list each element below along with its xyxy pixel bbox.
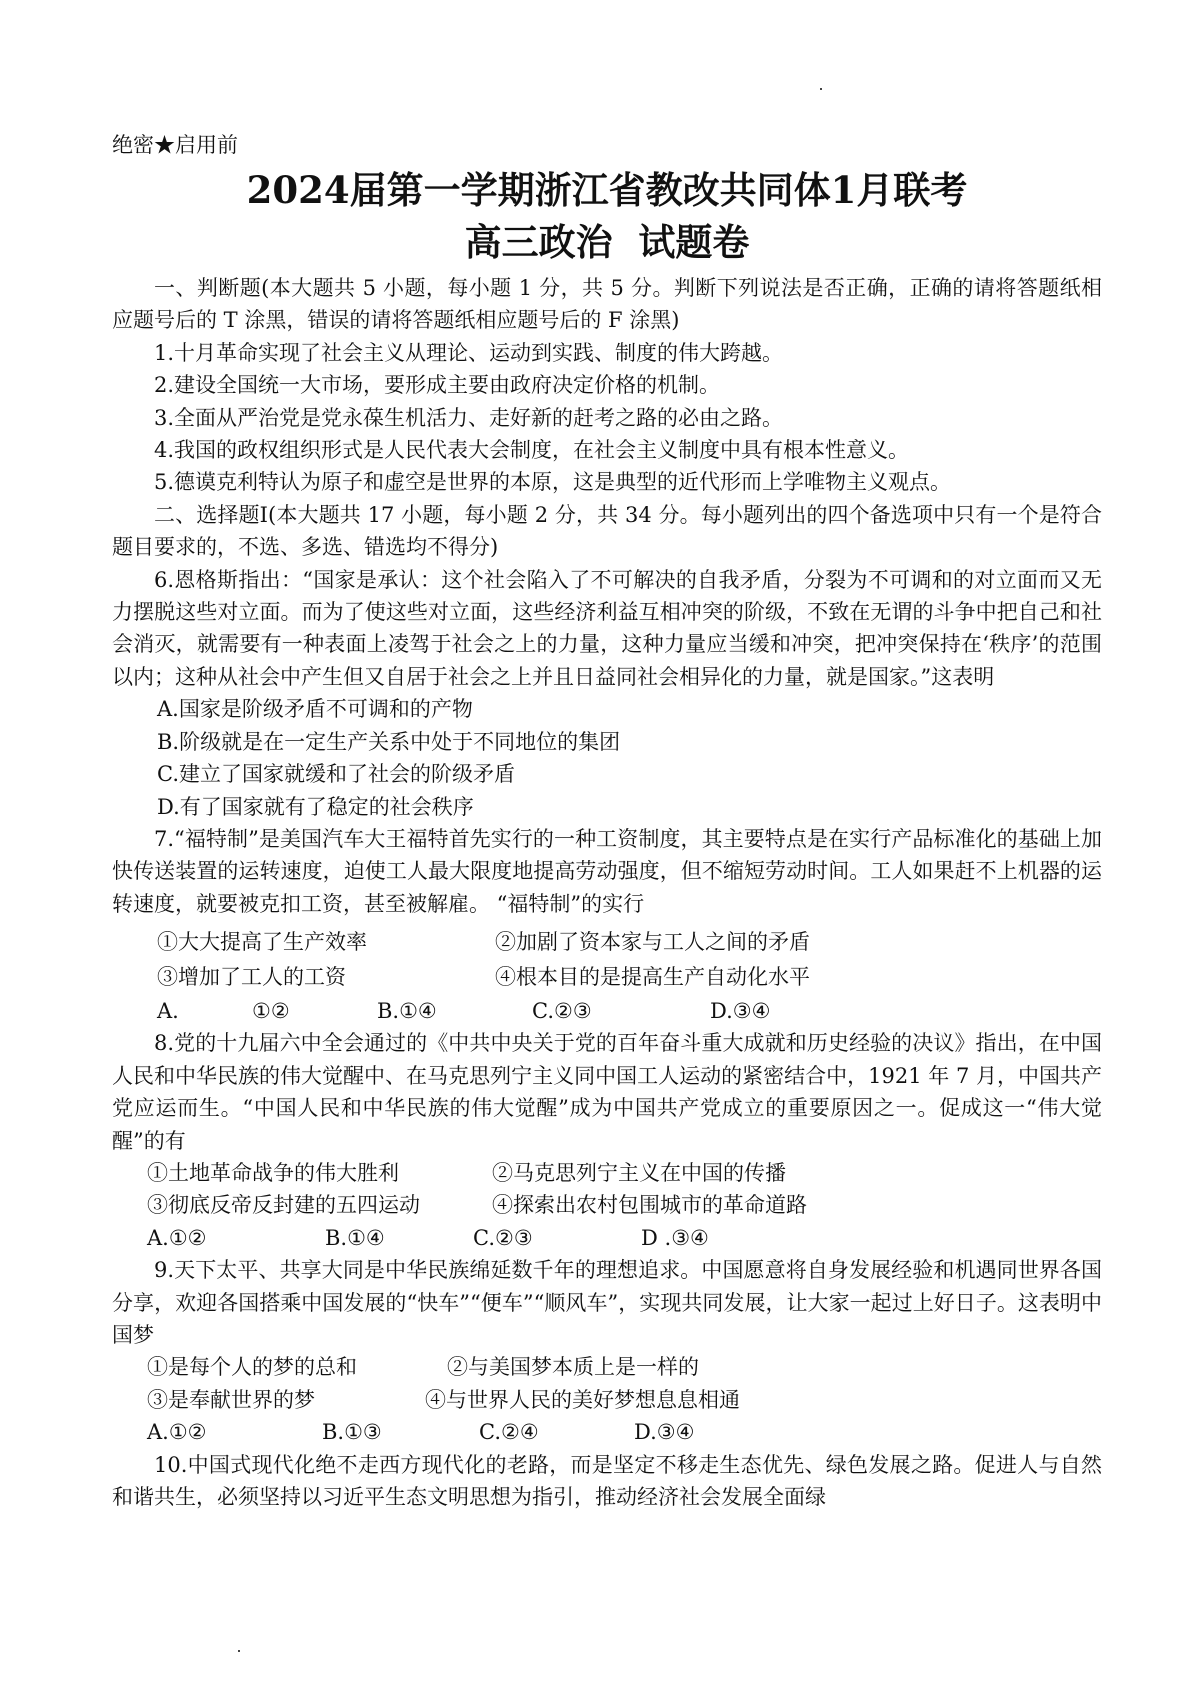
q6-option-d: D.有了国家就有了稳定的社会秩序 bbox=[157, 794, 474, 819]
q9-statements-row1 bbox=[112, 1351, 1102, 1383]
q6-option-c: C.建立了国家就缓和了社会的阶级矛盾 bbox=[157, 762, 515, 787]
q9-statement-1: ①是每个人的梦的总和 bbox=[147, 1355, 357, 1380]
judgement-item: 3.全面从严治党是党永葆生机活力、走好新的赶考之路的必由之路。 bbox=[154, 405, 784, 430]
section2-heading: 二、选择题Ⅰ(本大题共 17 小题，每小题 2 分，共 34 分。每小题列出的四个备选项中只有一个是符合题目要求的，不选、多选、错选均不得分) bbox=[112, 502, 1102, 560]
q9-choice-b: B.①③ bbox=[322, 1420, 382, 1445]
question-7-stem: 7.“福特制”是美国汽车大王福特首先实行的一种工资制度，其主要特点是在实行产品标准化的基础上加快传送装置的运转速度，迫使工人最大限度地提高劳动强度，但不缩短劳动时间。工人如果赶不上机器的运转速度，就要被克扣工资，甚至被解雇。 “福特制”的实行 bbox=[112, 826, 1102, 916]
exam-subtitle: 高三政治 试题卷 bbox=[464, 220, 750, 264]
q8-choice-c: C.②③ bbox=[473, 1225, 533, 1250]
q8-statements-row1 bbox=[112, 1157, 1102, 1189]
q7-choice-d: D.③④ bbox=[710, 998, 771, 1023]
q9-choice-c: C.②④ bbox=[479, 1420, 539, 1445]
q8-choices bbox=[112, 1222, 1102, 1254]
q8-statements-row2 bbox=[112, 1189, 1102, 1221]
q7-choices bbox=[112, 995, 1102, 1027]
q9-choice-a: A.①② bbox=[147, 1420, 207, 1445]
question-6-stem: 6.恩格斯指出：“国家是承认：这个社会陷入了不可解决的自我矛盾，分裂为不可调和的对立面而又无力摆脱这些对立面。而为了使这些对立面，这些经济利益互相冲突的阶级，不致在无谓的斗争中把自己和社会消灭，就需要有一种表面上凌驾于社会之上的力量，这种力量应当缓和冲突，把冲突保持在‘秩序’的范围以内；这种从社会中产生但又自居于社会之上并且日益同社会相异化的力量，就是国家。”这表明 bbox=[112, 567, 1102, 689]
q8-choice-d: D .③④ bbox=[641, 1225, 709, 1250]
judgement-item: 4.我国的政权组织形式是人民代表大会制度，在社会主义制度中具有根本性意义。 bbox=[154, 438, 910, 463]
q6-option-a: A.国家是阶级矛盾不可调和的产物 bbox=[157, 697, 473, 722]
scan-speck bbox=[238, 1650, 240, 1652]
judgement-item: 2.建设全国统一大市场，要形成主要由政府决定价格的机制。 bbox=[154, 373, 721, 398]
q7-choice-a-label: A. bbox=[157, 998, 179, 1023]
q9-statement-4: ④与世界人民的美好梦想息息相通 bbox=[425, 1387, 740, 1412]
q7-statements-row1 bbox=[112, 926, 1102, 958]
question-10-stem: 10.中国式现代化绝不走西方现代化的老路，而是坚定不移走生态优先、绿色发展之路。促进人与自然和谐共生，必须坚持以习近平生态文明思想为指引，推动经济社会发展全面绿 bbox=[112, 1452, 1102, 1510]
q9-statement-2: ②与美国梦本质上是一样的 bbox=[447, 1355, 699, 1380]
exam-page bbox=[112, 128, 1102, 1513]
question-9-stem: 9.天下太平、共享大同是中华民族绵延数千年的理想追求。中国愿意将自身发展经验和机遇同世界各国分享，欢迎各国搭乘中国发展的“快车”“便车”“顺风车”，实现共同发展，让大家一起过上好日子。这表明中国梦 bbox=[112, 1258, 1102, 1347]
q7-choice-a-value: ①② bbox=[252, 998, 290, 1023]
q7-statement-4: ④根本目的是提高生产自动化水平 bbox=[495, 964, 810, 989]
q7-statements-row2 bbox=[112, 961, 1102, 993]
judgement-item: 5.德谟克利特认为原子和虚空是世界的本原，这是典型的近代形而上学唯物主义观点。 bbox=[154, 470, 952, 495]
q7-statement-1: ①大大提高了生产效率 bbox=[157, 930, 367, 955]
q7-statement-2: ②加剧了资本家与工人之间的矛盾 bbox=[495, 930, 810, 955]
q9-statements-row2 bbox=[112, 1384, 1102, 1416]
q7-choice-c: C.②③ bbox=[532, 998, 592, 1023]
q8-statement-2: ②马克思列宁主义在中国的传播 bbox=[492, 1160, 786, 1185]
q9-choice-d: D.③④ bbox=[634, 1420, 695, 1445]
q8-statement-1: ①土地革命战争的伟大胜利 bbox=[147, 1160, 399, 1185]
exam-title: 2024届第一学期浙江省教改共同体1月联考 bbox=[246, 168, 968, 212]
q9-choices bbox=[112, 1416, 1102, 1448]
scan-speck bbox=[820, 88, 822, 90]
q8-choice-a: A.①② bbox=[147, 1225, 207, 1250]
q9-statement-3: ③是奉献世界的梦 bbox=[147, 1387, 315, 1412]
question-8-stem: 8.党的十九届六中全会通过的《中共中央关于党的百年奋斗重大成就和历史经验的决议》指出，在中国人民和中华民族的伟大觉醒中、在马克思列宁主义同中国工人运动的紧密结合中，1921 年 7 月，中国共产党应运而生。“中国人民和中华民族的伟大觉醒”成为中国共产党成立的重要原因之一。促成这一“伟大觉醒”的有 bbox=[112, 1031, 1102, 1153]
q6-option-b: B.阶级就是在一定生产关系中处于不同地位的集团 bbox=[157, 729, 621, 754]
q7-choice-b: B.①④ bbox=[377, 998, 437, 1023]
q8-choice-b: B.①④ bbox=[325, 1225, 385, 1250]
q8-statement-4: ④探索出农村包围城市的革命道路 bbox=[492, 1193, 807, 1218]
section1-heading: 一、判断题(本大题共 5 小题，每小题 1 分，共 5 分。判断下列说法是否正确，正确的请将答题纸相应题号后的 T 涂黑，错误的请将答题纸相应题号后的 F 涂黑) bbox=[112, 276, 1102, 333]
confidential-label: 绝密★启用前 bbox=[112, 133, 238, 157]
judgement-item: 1.十月革命实现了社会主义从理论、运动到实践、制度的伟大跨越。 bbox=[154, 340, 784, 365]
q8-statement-3: ③彻底反帝反封建的五四运动 bbox=[147, 1193, 420, 1218]
q7-statement-3: ③增加了工人的工资 bbox=[157, 964, 346, 989]
